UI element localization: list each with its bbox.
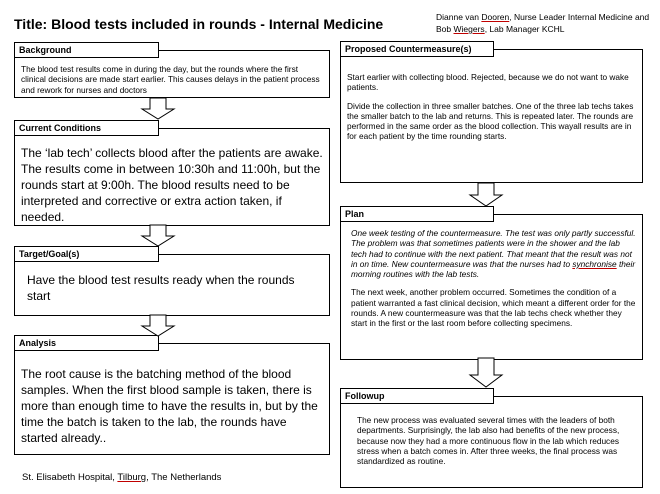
authors-text-2: , Nurse Leader Internal Medicine and Bob [436,12,650,34]
plan-text-1a: One week testing of the countermeasure. The test was only partly successful. The problem was that sometimes patients were in the shower and the lab tech had to continue with the next patient. That meant that the result was not in on time. New countermeasure was that the nurses had to [351,228,636,269]
background-header: Background [14,42,159,58]
footer [22,472,221,483]
countermeasure-section [340,49,643,183]
footer-text: St. Elisabeth Hospital, [22,472,118,483]
current-conditions-text: The ‘lab tech’ collects blood after the patients are awake. The results come in between 10:30h and 11:00h, but the rounds start at 9:00h. The blood results need to be interpreted and corrective or extra action taken, if needed. [21,146,323,224]
arrow-down-icon [468,183,504,207]
analysis-text: The root cause is the batching method of the blood samples. When the first blood sample is taken, there is more than enough time to have the results in, but by the time the batch is taken to the lab, the rounds have started already.. [21,367,318,445]
countermeasure-text-1: Start earlier with collecting blood. Rejected, because we do not want to wake patients. [347,72,629,93]
target-header: Target/Goal(s) [14,246,159,262]
target-text: Have the blood test results ready when the rounds start [27,273,295,303]
arrow-down-icon [140,98,176,120]
footer-text-2: , The Netherlands [146,472,222,483]
plan-text-1 [351,228,636,279]
plan-text-2: The next week, another problem occurred. Sometimes the condition of a patient warranted a fast clinical decision, which meant a different order for the rounds. A new countermeasure was that the lab techs check whether they start in the first or the last room before collecting specimens. [351,287,636,329]
followup-section [340,396,643,488]
countermeasure-header: Proposed Countermeasure(s) [340,41,494,57]
followup-text: The new process was evaluated several times with the leaders of both departments. Surprisingly, the lab also had benefits of the new process, because now they had a more continuous flow in the lab which reduces stress when a batch comes in. After three weeks, the final process was standardized as routine. [357,415,620,467]
analysis-section [14,343,330,455]
followup-header: Followup [340,388,494,404]
target-section [14,254,330,316]
current-conditions-section [14,128,330,226]
plan-text-1b: their morning routines with the lab tests. [351,258,636,280]
authors-text-3: , Lab Manager KCHL [484,24,565,34]
plan-section [340,214,643,360]
page-title: Title: Blood tests included in rounds - Internal Medicine [14,16,384,32]
arrow-down-icon [140,315,176,337]
countermeasure-text-2: Divide the collection in three smaller batches. One of the three lab techs takes the smaller batch to the lab and returns. This is repeated later. The rounds are performed in the same order as the blood collection. This wayall results are in for each patient by the time rounding starts. [347,100,634,142]
arrow-down-icon [140,225,176,247]
author-name-dooren: Dooren [481,12,510,22]
arrow-down-icon [468,358,504,388]
author-name-wiegers: Wiegers [453,24,485,34]
plan-word-synchronise: synchronise [572,258,617,269]
analysis-header: Analysis [14,335,159,351]
current-conditions-header: Current Conditions [14,120,159,136]
footer-city: Tilburg [117,472,147,483]
background-text: The blood test results come in during the day, but the rounds where the first clinical decisions are made start earlier. This causes delays in the patient process and rework for nurses and doctors [21,64,320,95]
authors [436,11,656,35]
plan-header: Plan [340,206,494,222]
authors-text: Dianne van [436,12,482,22]
